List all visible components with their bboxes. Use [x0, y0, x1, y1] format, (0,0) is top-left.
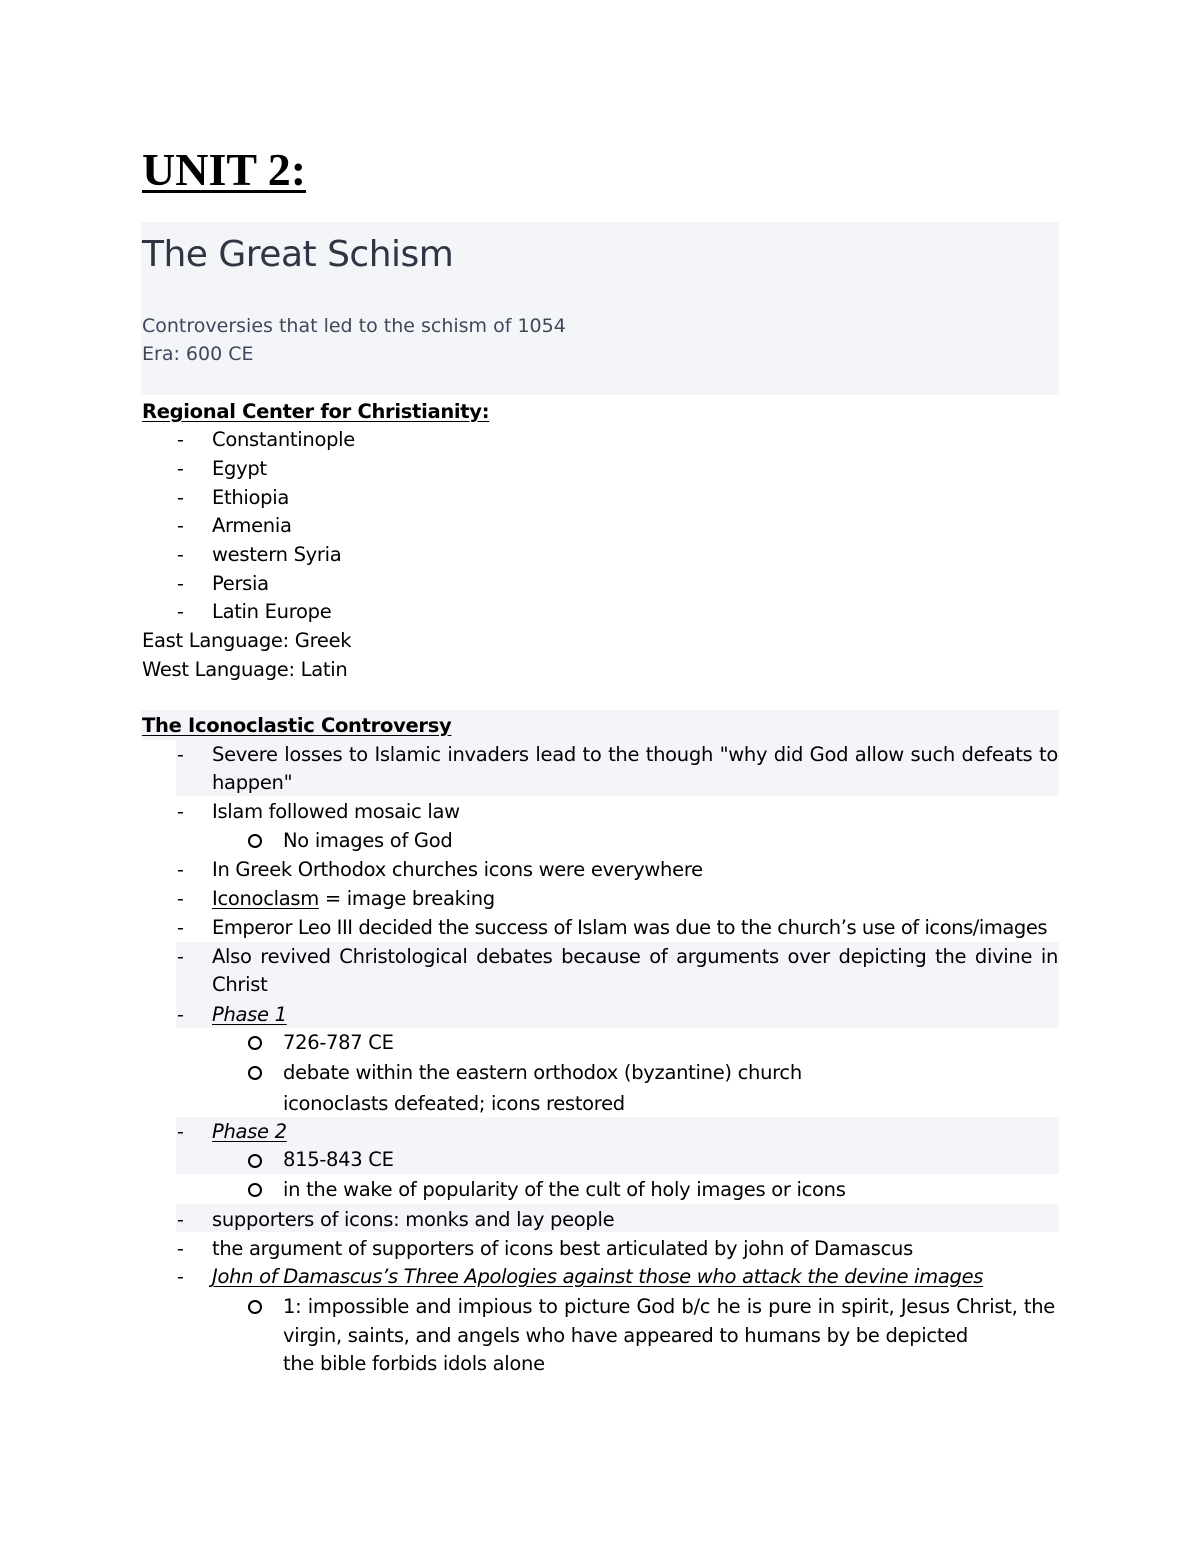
sub-list-item-continuation: virgin, saints, and angels who have appeared to humans by be depicted [283, 1324, 968, 1347]
circle-bullet-icon [248, 834, 262, 848]
dash-bullet: - [177, 1266, 184, 1288]
iconoclasm-term: Iconoclasm [212, 887, 319, 910]
dash-bullet: - [177, 917, 184, 939]
dash-bullet: - [177, 601, 184, 623]
circle-bullet-icon [248, 1066, 262, 1080]
sub-list-item: debate within the eastern orthodox (byzantine) church [283, 1061, 802, 1084]
dash-bullet: - [177, 458, 184, 480]
east-language: East Language: Greek [142, 629, 352, 652]
list-item: supporters of icons: monks and lay people [212, 1208, 615, 1231]
dash-bullet: - [177, 1004, 184, 1026]
list-item: Emperor Leo III decided the success of Islam was due to the church’s use of icons/images [212, 916, 1048, 939]
list-item: Persia [212, 572, 269, 595]
list-item: Latin Europe [212, 600, 332, 623]
sub-list-item: in the wake of popularity of the cult of holy images or icons [283, 1178, 846, 1201]
list-item: Egypt [212, 457, 267, 480]
list-item: Armenia [212, 514, 292, 537]
phase-2-label: Phase 2 [212, 1120, 287, 1143]
list-item [212, 885, 495, 913]
list-item: Also revived Christological debates because of arguments over depicting the divine in [212, 945, 1058, 968]
dash-bullet: - [177, 544, 184, 566]
sub-list-item: 815-843 CE [283, 1148, 394, 1171]
circle-bullet-icon [248, 1183, 262, 1197]
list-item: the argument of supporters of icons best articulated by john of Damascus [212, 1237, 913, 1260]
list-item: western Syria [212, 543, 342, 566]
sub-list-item-continuation: the bible forbids idols alone [283, 1352, 545, 1375]
era-line: Era: 600 CE [142, 343, 254, 365]
dash-bullet: - [177, 946, 184, 968]
sub-list-item: 1: impossible and impious to picture God b/c he is pure in spirit, Jesus Christ, the [283, 1295, 1055, 1318]
dash-bullet: - [177, 1121, 184, 1143]
dash-bullet: - [177, 744, 184, 766]
sub-list-item-continuation: iconoclasts defeated; icons restored [283, 1092, 625, 1115]
list-item: Constantinople [212, 428, 355, 451]
circle-bullet-icon [248, 1036, 262, 1050]
list-item: In Greek Orthodox churches icons were everywhere [212, 858, 703, 881]
list-item: Ethiopia [212, 486, 290, 509]
dash-bullet: - [177, 888, 184, 910]
dash-bullet: - [177, 429, 184, 451]
page-title: The Great Schism [142, 234, 454, 275]
iconoclasm-definition: = image breaking [318, 887, 495, 910]
list-item: Severe losses to Islamic invaders lead to the though "why did God allow such defeats to [212, 743, 1058, 766]
dash-bullet: - [177, 515, 184, 537]
sub-list-item: No images of God [283, 829, 453, 852]
dash-bullet: - [177, 487, 184, 509]
list-item-continuation: Christ [212, 973, 268, 996]
west-language: West Language: Latin [142, 658, 348, 681]
list-item-continuation: happen" [212, 771, 293, 794]
dash-bullet: - [177, 801, 184, 823]
highlight-band [176, 1000, 1059, 1028]
subtitle: Controversies that led to the schism of 1054 [142, 315, 566, 337]
dash-bullet: - [177, 1209, 184, 1231]
circle-bullet-icon [248, 1154, 262, 1168]
unit-title: UNIT 2: [142, 144, 307, 195]
regional-heading: Regional Center for Christianity: [142, 400, 490, 423]
phase-1-label: Phase 1 [212, 1003, 287, 1026]
iconoclastic-heading: The Iconoclastic Controversy [142, 714, 452, 737]
sub-list-item: 726-787 CE [283, 1031, 394, 1054]
circle-bullet-icon [248, 1300, 262, 1314]
dash-bullet: - [177, 859, 184, 881]
dash-bullet: - [177, 1238, 184, 1260]
dash-bullet: - [177, 573, 184, 595]
list-item: Islam followed mosaic law [212, 800, 460, 823]
list-item: John of Damascus’s Three Apologies against those who attack the devine images [212, 1265, 984, 1288]
